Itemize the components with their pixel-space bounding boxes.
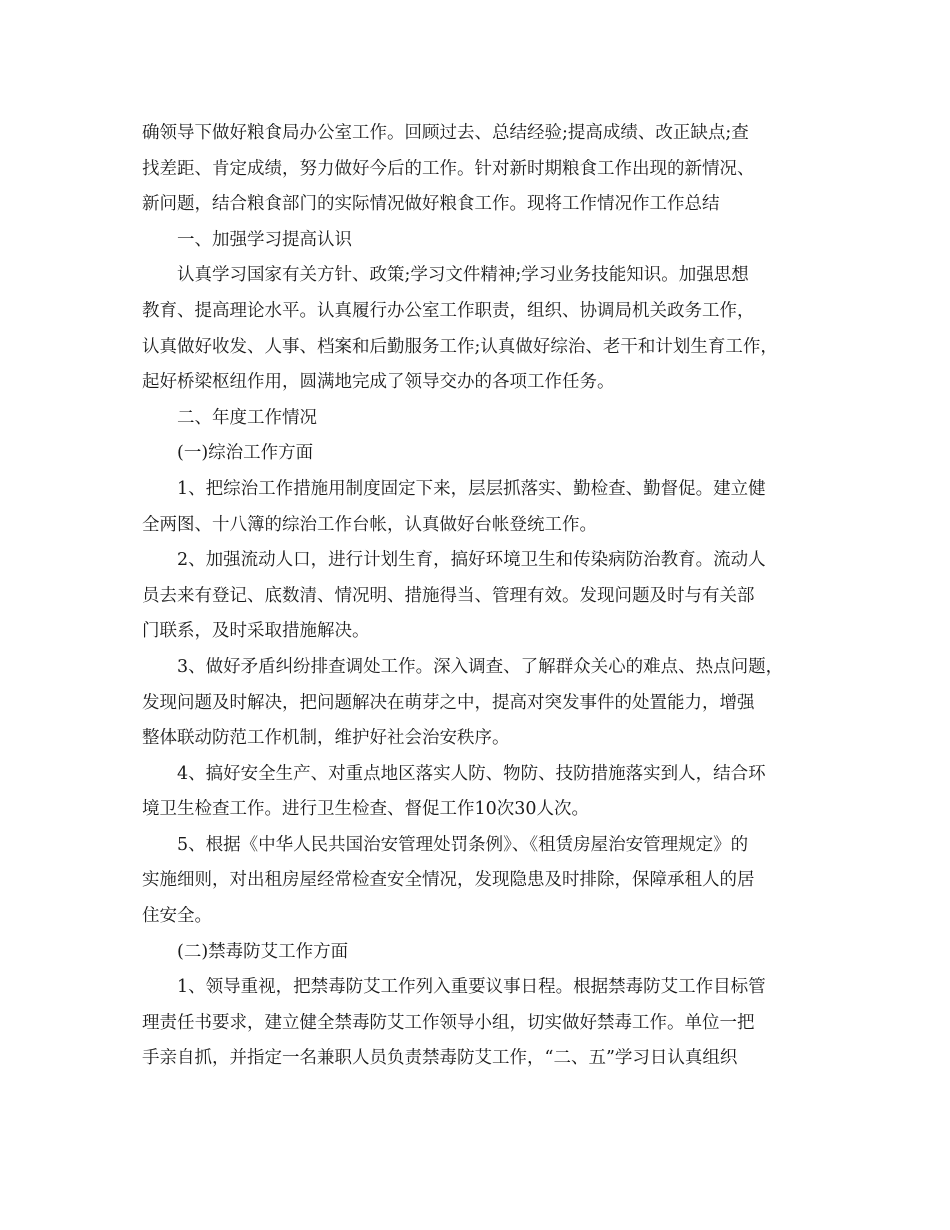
document-line: 理责任书要求，建立健全禁毒防艾工作领导小组，切实做好禁毒工作。单位一把 [142,1012,755,1033]
document-line: 境卫生检查工作。进行卫生检查、督促工作10次30人次。 [142,799,590,820]
document-line: 找差距、肯定成绩，努力做好今后的工作。针对新时期粮食工作出现的新情况、 [142,158,755,179]
document-body [142,116,812,1077]
document-line: 5、根据《中华人民共国治安管理处罚条例》、《租赁房屋治安管理规定》的 [177,834,749,855]
document-line: (二)禁毒防艾工作方面 [177,941,349,962]
document-line: 门联系，及时采取措施解决。 [142,621,370,642]
document-line: 发现问题及时解决，把问题解决在萌芽之中，提高对突发事件的处置能力，增强 [142,692,755,713]
document-line: (一)综治工作方面 [177,443,314,464]
document-line: 4、搞好安全生产、对重点地区落实人防、物防、技防措施落实到人，结合环 [177,763,766,784]
document-line: 实施细则，对出租房屋经常检查安全情况，发现隐患及时排除，保障承租人的居 [142,870,755,891]
document-line: 全两图、十八簿的综治工作台帐，认真做好台帐登统工作。 [142,514,597,535]
document-line: 教育、提高理论水平。认真履行办公室工作职责，组织、协调局机关政务工作， [142,300,755,321]
document-line: 员去来有登记、底数清、情况明、措施得当、管理有效。发现问题及时与有关部 [142,585,755,606]
document-line: 一、加强学习提高认识 [177,229,352,250]
document-line: 2、加强流动人口，进行计划生育，搞好环境卫生和传染病防治教育。流动人 [177,550,766,571]
document-line: 1、领导重视，把禁毒防艾工作列入重要议事日程。根据禁毒防艾工作目标管 [177,977,766,998]
document-line: 整体联动防范工作机制，维护好社会治安秩序。 [142,728,510,749]
document-line: 新问题，结合粮食部门的实际情况做好粮食工作。现将工作情况作工作总结 [142,194,720,215]
document-line: 起好桥梁枢纽作用，圆满地完成了领导交办的各项工作任务。 [142,372,615,393]
document-line: 住安全。 [142,906,212,927]
document-line: 认真学习国家有关方针、政策;学习文件精神;学习业务技能知识。加强思想 [177,265,749,286]
document-line: 确领导下做好粮食局办公室工作。回顾过去、总结经验;提高成绩、改正缺点;查 [142,123,749,143]
document-line: 1、把综治工作措施用制度固定下来，层层抓落实、勤检查、勤督促。建立健 [177,478,766,499]
document-line: 二、年度工作情况 [177,407,317,428]
document-line: 3、做好矛盾纠纷排查调处工作。深入调查、了解群众关心的难点、热点问题， [177,656,784,677]
document-line: 认真做好收发、人事、档案和后勤服务工作;认真做好综治、老干和计划生育工作， [142,336,778,357]
document-line: 手亲自抓，并指定一名兼职人员负责禁毒防艾工作，“二、五”学习日认真组织 [142,1048,738,1069]
